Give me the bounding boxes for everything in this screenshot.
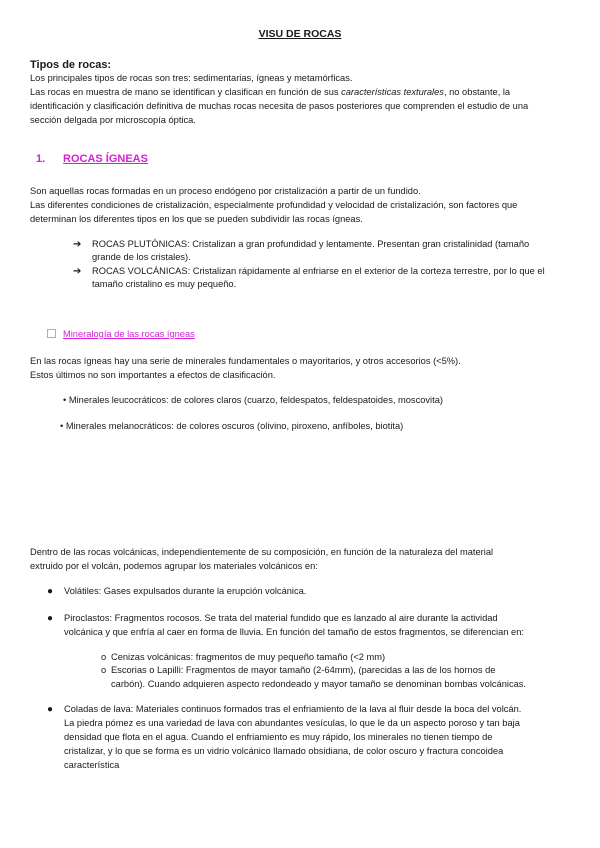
volcanicas-line: ROCAS VOLCÁNICAS: Cristalizan rápidamente al enfriarse en el exterior de la corteza terrestre, por lo que el (92, 266, 545, 276)
bullet-icon: ● (47, 613, 54, 624)
mineralogia-line: En las rocas ígneas hay una serie de minerales fundamentales o mayoritarios, y otros accesorios (<5%). (30, 356, 461, 366)
piroclastos-line: volcánica y que enfría al caer en forma de lluvia. En función del tamaño de estos fragmentos, se diferencian en: (64, 627, 524, 637)
bullet-icon: ● (47, 586, 54, 597)
volcanicos-intro-line: extruido por el volcán, podemos agrupar los materiales volcánicos en: (30, 561, 318, 571)
tipos-line: Los principales tipos de rocas son tres: sedimentarias, ígneas y metamórficas. (30, 73, 353, 83)
section-intro-line: Son aquellas rocas formadas en un proceso endógeno por cristalización a partir de un fundido. (30, 186, 421, 196)
sub-bullet-icon: o (101, 665, 107, 675)
cenizas-item: Cenizas volcánicas: fragmentos de muy pequeño tamaño (<2 mm) (111, 652, 386, 662)
bullet-icon: ● (47, 704, 54, 715)
piroclastos-line: Piroclastos: Fragmentos rocosos. Se trata del material fundido que es lanzado al aire durante la actividad (64, 613, 498, 623)
tipos-heading: Tipos de rocas: (30, 59, 112, 71)
escorias-line: Escorias o Lapilli: Fragmentos de mayor tamaño (2-64mm), (parecidas a las de los hornos de (111, 665, 496, 675)
checkbox-icon[interactable] (47, 329, 56, 338)
tipos-line: Las rocas en muestra de mano se identifican y clasifican en función de sus características texturales, no obstante, la (30, 87, 511, 97)
leucocraticos-item: • Minerales leucocráticos: de colores claros (cuarzo, feldespatos, feldespatoides, moscovita) (63, 395, 443, 405)
arrow-icon: ➔ (73, 239, 82, 250)
escorias-line: carbón). Cuando adquieren aspecto redondeado y mayor tamaño se denominan bombas volcánicas. (111, 679, 527, 689)
coladas-line: característica (64, 760, 120, 770)
mineralogia-line: Estos últimos no son importantes a efectos de clasificación. (30, 370, 276, 380)
plutonicas-line: ROCAS PLUTÓNICAS: Cristalizan a gran profundidad y lentamente. Presentan gran cristalinidad (tamaño (92, 239, 530, 249)
melanocraticos-item: • Minerales melanocráticos: de colores oscuros (olivino, piroxeno, anfíboles, biotita) (60, 421, 404, 431)
volatiles-item: Volátiles: Gases expulsados durante la erupción volcánica. (64, 586, 307, 596)
arrow-icon: ➔ (73, 266, 82, 277)
mineralogia-link[interactable]: Mineralogía de las rocas ígneas (63, 329, 195, 339)
tipos-line: sección delgada por microscopía óptica. (30, 115, 196, 125)
coladas-line: Coladas de lava: Materiales continuos formados tras el enfriamiento de la lava al fluir desde la boca del volcán. (64, 704, 522, 714)
plutonicas-line: grande de los cristales). (92, 252, 191, 262)
section-intro-line: determinan los diferentes tipos en los que se pueden subdividir las rocas ígneas. (30, 214, 363, 224)
section-intro-line: Las diferentes condiciones de cristalización, especialmente profundidad y velocidad de cristalización, son factores que (30, 200, 518, 210)
page-title: VISU DE ROCAS (258, 28, 342, 40)
section-title: ROCAS ÍGNEAS (63, 153, 148, 165)
coladas-line: cristalizar, y lo que se forma es un vidrio volcánico llamado obsidiana, de color oscuro y fractura concoidea (64, 746, 504, 756)
coladas-line: densidad que flota en el agua. Cuando el enfriamiento es muy rápido, los minerales no tienen tiempo de (64, 732, 493, 742)
tipos-line: identificación y clasificación definitiva de muchas rocas necesita de pasos posteriores que comprenden el estudio de una (30, 101, 529, 111)
sub-bullet-icon: o (101, 652, 107, 662)
volcanicos-intro-line: Dentro de las rocas volcánicas, independientemente de su composición, en función de la naturaleza del material (30, 547, 494, 557)
volcanicas-line: tamaño cristalino es muy pequeño. (92, 279, 237, 289)
coladas-line: La piedra pómez es una variedad de lava con abundantes vesículas, lo que le da un aspecto poroso y tan baja (64, 718, 520, 728)
section-number: 1. (36, 153, 46, 165)
